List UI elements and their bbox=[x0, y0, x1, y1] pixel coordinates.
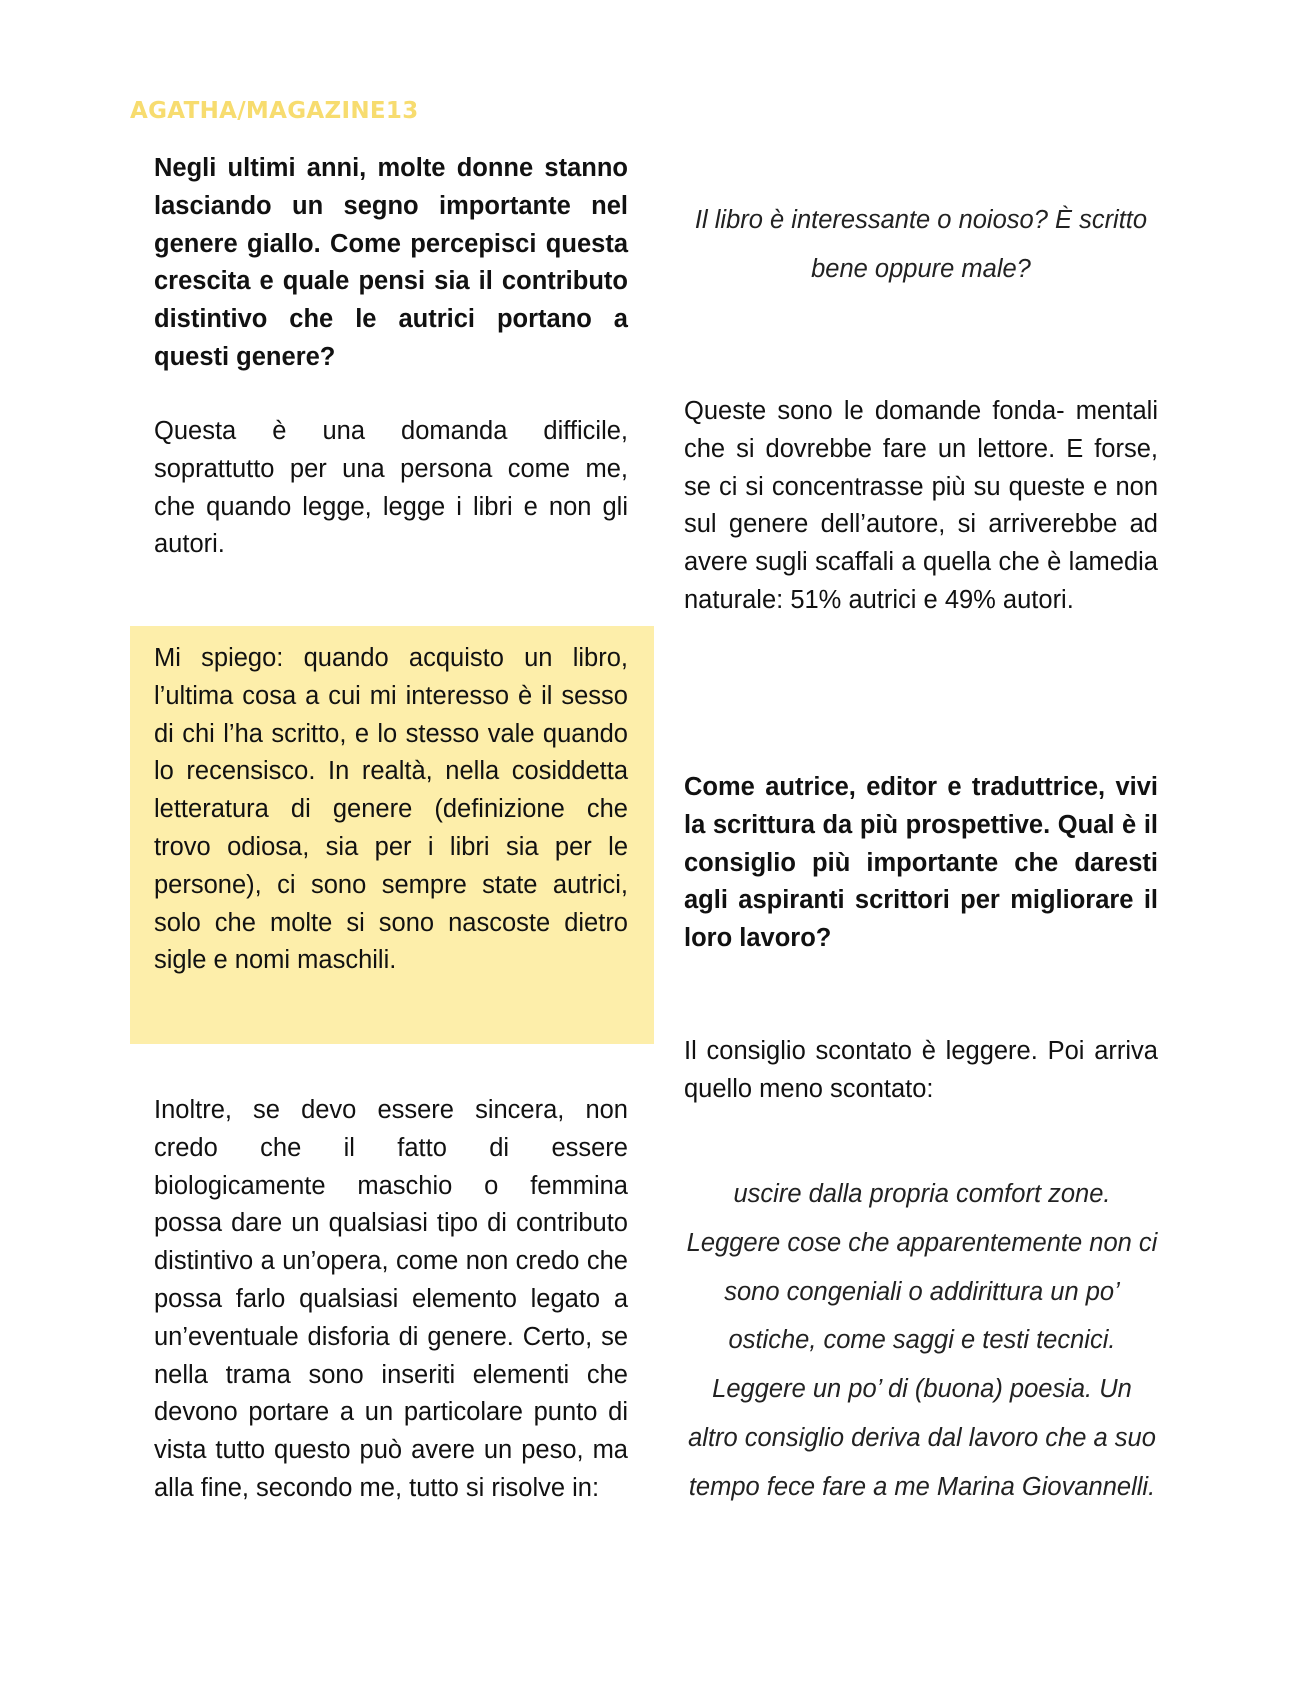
pull-quote-2: uscire dalla propria comfort zone. Leggere cose che apparentemente non ci sono congeniali o addirittura un po’ ostiche, come saggi e testi tecnici. Leggere un po’ di (buona) poesia. Un altro consiglio deriva dal lavoro che a suo tempo fece fare a me Marina Giovannelli. bbox=[686, 1180, 1158, 1501]
answer-paragraph-2: Inoltre, se devo essere sincera, non credo che il fatto di essere biologicamente maschio o femmina possa dare un qualsiasi tipo di contributo distintivo a un’opera, come non credo che possa farlo qualsiasi elemento legato a un’eventuale disforia di genere. Certo, se nella trama sono inseriti elementi che devono portare a un particolare punto di vista tutto questo può avere un peso, ma alla fine, secondo me, tutto si risolve in: bbox=[154, 1096, 628, 1502]
answer-paragraph-1: Questa è una domanda difficile, soprattutto per una persona come me, che quando legge, legge i libri e non gli autori. bbox=[154, 417, 628, 559]
magazine-header: AGATHA/MAGAZINE13 bbox=[130, 98, 419, 124]
answer-paragraph-4: Il consiglio scontato è leggere. Poi arriva quello meno scontato: bbox=[684, 1037, 1158, 1103]
highlighted-paragraph: Mi spiego: quando acquisto un libro, l’ultima cosa a cui mi interesso è il sesso di chi l’ha scritto, e lo stesso vale quando lo recensisco. In realtà, nella cosiddetta letteratura di genere (definizione che trovo odiosa, sia per i libri sia per le persone), ci sono sempre state autrici, solo che molte si sono nascoste dietro sigle e nomi maschili. bbox=[154, 644, 628, 975]
interview-question-2: Come autrice, editor e traduttrice, vivi la scrittura da più prospettive. Qual è il consiglio più importante che daresti agli aspiranti scrittori per migliorare il loro lavoro? bbox=[684, 773, 1158, 953]
pull-quote-1: Il libro è interessante o noioso? È scritto bene oppure male? bbox=[694, 206, 1148, 283]
answer-paragraph-3: Queste sono le domande fonda- mentali che si dovrebbe fare un lettore. E forse, se ci si concentrasse più su queste e non sul genere dell’autore, si arriverebbe ad avere sugli scaffali a quella che è lamedia naturale: 51% autrici e 49% autori. bbox=[684, 397, 1158, 614]
interview-question-1: Negli ultimi anni, molte donne stanno lasciando un segno importante nel genere giallo. Come percepisci questa crescita e quale pensi sia il contributo distintivo che le autrici portano a questi genere? bbox=[154, 154, 628, 371]
